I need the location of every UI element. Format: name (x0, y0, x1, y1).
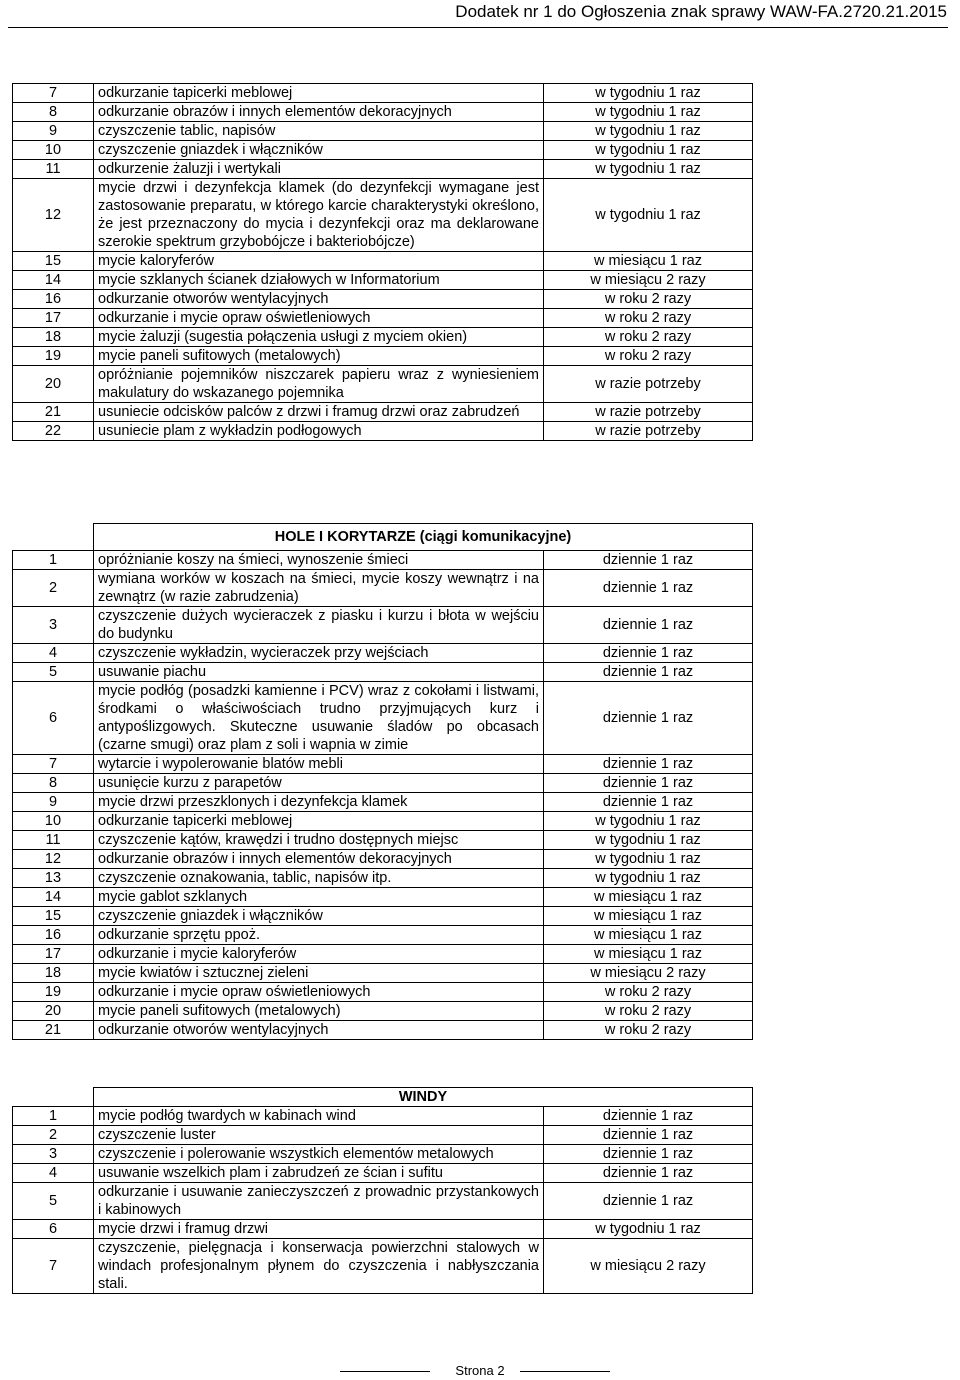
task-description: odkurzanie i mycie opraw oświetleniowych (94, 309, 544, 328)
task-frequency: w tygodniu 1 raz (544, 179, 753, 252)
row-number: 12 (13, 179, 94, 252)
row-number: 3 (13, 1145, 94, 1164)
task-description: czyszczenie wykładzin, wycieraczek przy wejściach (94, 644, 544, 663)
table-row (13, 869, 753, 888)
task-frequency: dziennie 1 raz (544, 1126, 753, 1145)
task-description: mycie paneli sufitowych (metalowych) (94, 1002, 544, 1021)
corridors-section-title: HOLE I KORYTARZE (ciągi komunikacyjne) (94, 524, 753, 551)
task-frequency: w roku 2 razy (544, 1021, 753, 1040)
task-description: czyszczenie, pielęgnacja i konserwacja powierzchni stalowych w windach profesjonalnym płynem do czyszczenia i nabłyszczania stali. (94, 1239, 544, 1294)
task-description: mycie podłóg (posadzki kamienne i PCV) wraz z cokołami i listwami, środkami o właściwościach trudno przyjmujących kurz i antypoślizgowych. Skuteczne usuwanie śladów po obcasach (czarne smugi) oraz plam z soli i wapnia w zimie (94, 682, 544, 755)
task-description: mycie drzwi i dezynfekcja klamek (do dezynfekcji wymagane jest zastosowanie preparatu, w którego karcie charakterystyki określono, że jest przeznaczony do mycia i dezynfekcji oraz ma deklarowane szerokie spektrum grzybobójcze i bakteriobójcze) (94, 179, 544, 252)
task-description: czyszczenie kątów, krawędzi i trudno dostępnych miejsc (94, 831, 544, 850)
row-number: 12 (13, 850, 94, 869)
task-frequency: w tygodniu 1 raz (544, 869, 753, 888)
table-row (13, 422, 753, 441)
row-number: 14 (13, 888, 94, 907)
row-number: 21 (13, 403, 94, 422)
row-number: 11 (13, 831, 94, 850)
task-frequency: w tygodniu 1 raz (544, 831, 753, 850)
row-number: 7 (13, 84, 94, 103)
task-description: mycie kaloryferów (94, 252, 544, 271)
task-frequency: dziennie 1 raz (544, 793, 753, 812)
row-number: 1 (13, 1107, 94, 1126)
row-number: 6 (13, 682, 94, 755)
task-description: odkurzanie i usuwanie zanieczyszczeń z prowadnic przystankowych i kabinowych (94, 1183, 544, 1220)
table-row (13, 570, 753, 607)
table-row (13, 122, 753, 141)
header-divider (8, 27, 948, 28)
task-frequency: w razie potrzeby (544, 403, 753, 422)
table-row (13, 1021, 753, 1040)
row-number: 7 (13, 1239, 94, 1294)
task-frequency: w roku 2 razy (544, 328, 753, 347)
task-frequency: w roku 2 razy (544, 1002, 753, 1021)
row-number: 2 (13, 570, 94, 607)
row-number: 1 (13, 551, 94, 570)
task-description: mycie szklanych ścianek działowych w Informatorium (94, 271, 544, 290)
task-description: mycie paneli sufitowych (metalowych) (94, 347, 544, 366)
task-description: mycie żaluzji (sugestia połączenia usługi z myciem okien) (94, 328, 544, 347)
task-description: czyszczenie tablic, napisów (94, 122, 544, 141)
task-frequency: w miesiącu 1 raz (544, 945, 753, 964)
table-row (13, 1220, 753, 1239)
table-row (13, 551, 753, 570)
task-frequency: dziennie 1 raz (544, 551, 753, 570)
task-frequency: dziennie 1 raz (544, 774, 753, 793)
task-description: czyszczenie gniazdek i włączników (94, 141, 544, 160)
task-frequency: dziennie 1 raz (544, 1145, 753, 1164)
task-description: usuwanie wszelkich plam i zabrudzeń ze ścian i sufitu (94, 1164, 544, 1183)
row-number: 16 (13, 926, 94, 945)
task-frequency: w miesiącu 1 raz (544, 888, 753, 907)
table-row (13, 945, 753, 964)
task-frequency: dziennie 1 raz (544, 1183, 753, 1220)
task-description: usuniecie plam z wykładzin podłogowych (94, 422, 544, 441)
task-description: odkurzanie i mycie opraw oświetleniowych (94, 983, 544, 1002)
table-row (13, 850, 753, 869)
row-number: 14 (13, 271, 94, 290)
row-number: 9 (13, 793, 94, 812)
task-description: usunięcie kurzu z parapetów (94, 774, 544, 793)
task-frequency: w tygodniu 1 raz (544, 84, 753, 103)
table-row (13, 831, 753, 850)
task-description: mycie drzwi i framug drzwi (94, 1220, 544, 1239)
cleaning-schedule-table-continued (12, 83, 753, 441)
task-frequency: dziennie 1 raz (544, 755, 753, 774)
row-number: 15 (13, 252, 94, 271)
row-number: 21 (13, 1021, 94, 1040)
task-description: mycie gablot szklanych (94, 888, 544, 907)
row-number: 5 (13, 1183, 94, 1220)
row-number: 3 (13, 607, 94, 644)
task-frequency: w miesiącu 2 razy (544, 1239, 753, 1294)
elevators-cleaning-table (12, 1087, 753, 1294)
task-frequency: dziennie 1 raz (544, 1164, 753, 1183)
task-description: mycie podłóg twardych w kabinach wind (94, 1107, 544, 1126)
task-description: odkurzanie obrazów i innych elementów dekoracyjnych (94, 103, 544, 122)
task-description: odkurzanie tapicerki meblowej (94, 84, 544, 103)
row-number: 11 (13, 160, 94, 179)
task-description: czyszczenie i polerowanie wszystkich elementów metalowych (94, 1145, 544, 1164)
table-row (13, 347, 753, 366)
table-row (13, 1002, 753, 1021)
task-description: wytarcie i wypolerowanie blatów mebli (94, 755, 544, 774)
task-description: odkurzanie obrazów i innych elementów dekoracyjnych (94, 850, 544, 869)
table-row (13, 290, 753, 309)
row-number: 22 (13, 422, 94, 441)
header-spacer (13, 524, 94, 551)
table-row (13, 103, 753, 122)
table-row (13, 755, 753, 774)
task-frequency: w miesiącu 2 razy (544, 271, 753, 290)
table-row (13, 793, 753, 812)
task-description: wymiana worków w koszach na śmieci, mycie koszy wewnątrz i na zewnątrz (w razie zabrudzenia) (94, 570, 544, 607)
row-number: 20 (13, 1002, 94, 1021)
table-row (13, 252, 753, 271)
task-frequency: w miesiącu 1 raz (544, 926, 753, 945)
row-number: 7 (13, 755, 94, 774)
task-description: czyszczenie oznakowania, tablic, napisów itp. (94, 869, 544, 888)
task-description: czyszczenie luster (94, 1126, 544, 1145)
table-row (13, 983, 753, 1002)
task-description: opróżnianie pojemników niszczarek papieru wraz z wyniesieniem makulatury do wskazanego pojemnika (94, 366, 544, 403)
task-frequency: w razie potrzeby (544, 366, 753, 403)
table-row (13, 179, 753, 252)
task-description: odkurzanie sprzętu ppoż. (94, 926, 544, 945)
table-row (13, 888, 753, 907)
table-row (13, 403, 753, 422)
task-frequency: w miesiącu 1 raz (544, 252, 753, 271)
task-frequency: w razie potrzeby (544, 422, 753, 441)
row-number: 10 (13, 141, 94, 160)
task-frequency: w tygodniu 1 raz (544, 103, 753, 122)
row-number: 20 (13, 366, 94, 403)
table-row (13, 607, 753, 644)
table-row (13, 926, 753, 945)
table-row (13, 812, 753, 831)
task-description: mycie drzwi przeszklonych i dezynfekcja klamek (94, 793, 544, 812)
table-row (13, 328, 753, 347)
task-description: odkurzanie otworów wentylacyjnych (94, 290, 544, 309)
table-row (13, 1239, 753, 1294)
table-row (13, 682, 753, 755)
task-frequency: w tygodniu 1 raz (544, 160, 753, 179)
task-frequency: w roku 2 razy (544, 983, 753, 1002)
row-number: 9 (13, 122, 94, 141)
table-row (13, 309, 753, 328)
row-number: 5 (13, 663, 94, 682)
task-description: odkurzanie tapicerki meblowej (94, 812, 544, 831)
page-number: Strona 2 (455, 1363, 505, 1378)
task-description: odkurzenie żaluzji i wertykali (94, 160, 544, 179)
table-row (13, 366, 753, 403)
table-row (13, 1107, 753, 1126)
row-number: 4 (13, 644, 94, 663)
task-frequency: w tygodniu 1 raz (544, 1220, 753, 1239)
table-row (13, 964, 753, 983)
task-frequency: w miesiącu 2 razy (544, 964, 753, 983)
table-row (13, 663, 753, 682)
document-header: Dodatek nr 1 do Ogłoszenia znak sprawy WAW-FA.2720.21.2015 (455, 2, 947, 21)
row-number: 15 (13, 907, 94, 926)
row-number: 2 (13, 1126, 94, 1145)
row-number: 10 (13, 812, 94, 831)
row-number: 19 (13, 983, 94, 1002)
table-row (13, 141, 753, 160)
task-description: usuniecie odcisków palców z drzwi i framug drzwi oraz zabrudzeń (94, 403, 544, 422)
row-number: 6 (13, 1220, 94, 1239)
task-frequency: w tygodniu 1 raz (544, 850, 753, 869)
table-row (13, 774, 753, 793)
task-frequency: w roku 2 razy (544, 347, 753, 366)
row-number: 4 (13, 1164, 94, 1183)
row-number: 17 (13, 945, 94, 964)
task-description: odkurzanie i mycie kaloryferów (94, 945, 544, 964)
table-row (13, 644, 753, 663)
task-frequency: dziennie 1 raz (544, 607, 753, 644)
row-number: 13 (13, 869, 94, 888)
task-frequency: w roku 2 razy (544, 290, 753, 309)
task-frequency: w tygodniu 1 raz (544, 122, 753, 141)
task-frequency: w roku 2 razy (544, 309, 753, 328)
task-frequency: dziennie 1 raz (544, 682, 753, 755)
task-description: czyszczenie dużych wycieraczek z piasku i kurzu i błota w wejściu do budynku (94, 607, 544, 644)
row-number: 19 (13, 347, 94, 366)
row-number: 8 (13, 774, 94, 793)
task-frequency: dziennie 1 raz (544, 644, 753, 663)
row-number: 18 (13, 328, 94, 347)
task-frequency: w miesiącu 1 raz (544, 907, 753, 926)
task-description: usuwanie piachu (94, 663, 544, 682)
row-number: 18 (13, 964, 94, 983)
task-frequency: dziennie 1 raz (544, 663, 753, 682)
task-frequency: w tygodniu 1 raz (544, 812, 753, 831)
task-frequency: dziennie 1 raz (544, 570, 753, 607)
table-row (13, 1126, 753, 1145)
table-row (13, 84, 753, 103)
table-row (13, 1183, 753, 1220)
table-row (13, 1164, 753, 1183)
corridors-cleaning-table (12, 523, 753, 1040)
table-row (13, 160, 753, 179)
row-number: 8 (13, 103, 94, 122)
task-frequency: w tygodniu 1 raz (544, 141, 753, 160)
table-row (13, 907, 753, 926)
elevators-section-title: WINDY (94, 1088, 753, 1107)
header-spacer (13, 1088, 94, 1107)
task-description: opróżnianie koszy na śmieci, wynoszenie śmieci (94, 551, 544, 570)
task-description: mycie kwiatów i sztucznej zieleni (94, 964, 544, 983)
task-frequency: dziennie 1 raz (544, 1107, 753, 1126)
table-row (13, 1145, 753, 1164)
row-number: 16 (13, 290, 94, 309)
task-description: odkurzanie otworów wentylacyjnych (94, 1021, 544, 1040)
row-number: 17 (13, 309, 94, 328)
table-row (13, 271, 753, 290)
task-description: czyszczenie gniazdek i włączników (94, 907, 544, 926)
